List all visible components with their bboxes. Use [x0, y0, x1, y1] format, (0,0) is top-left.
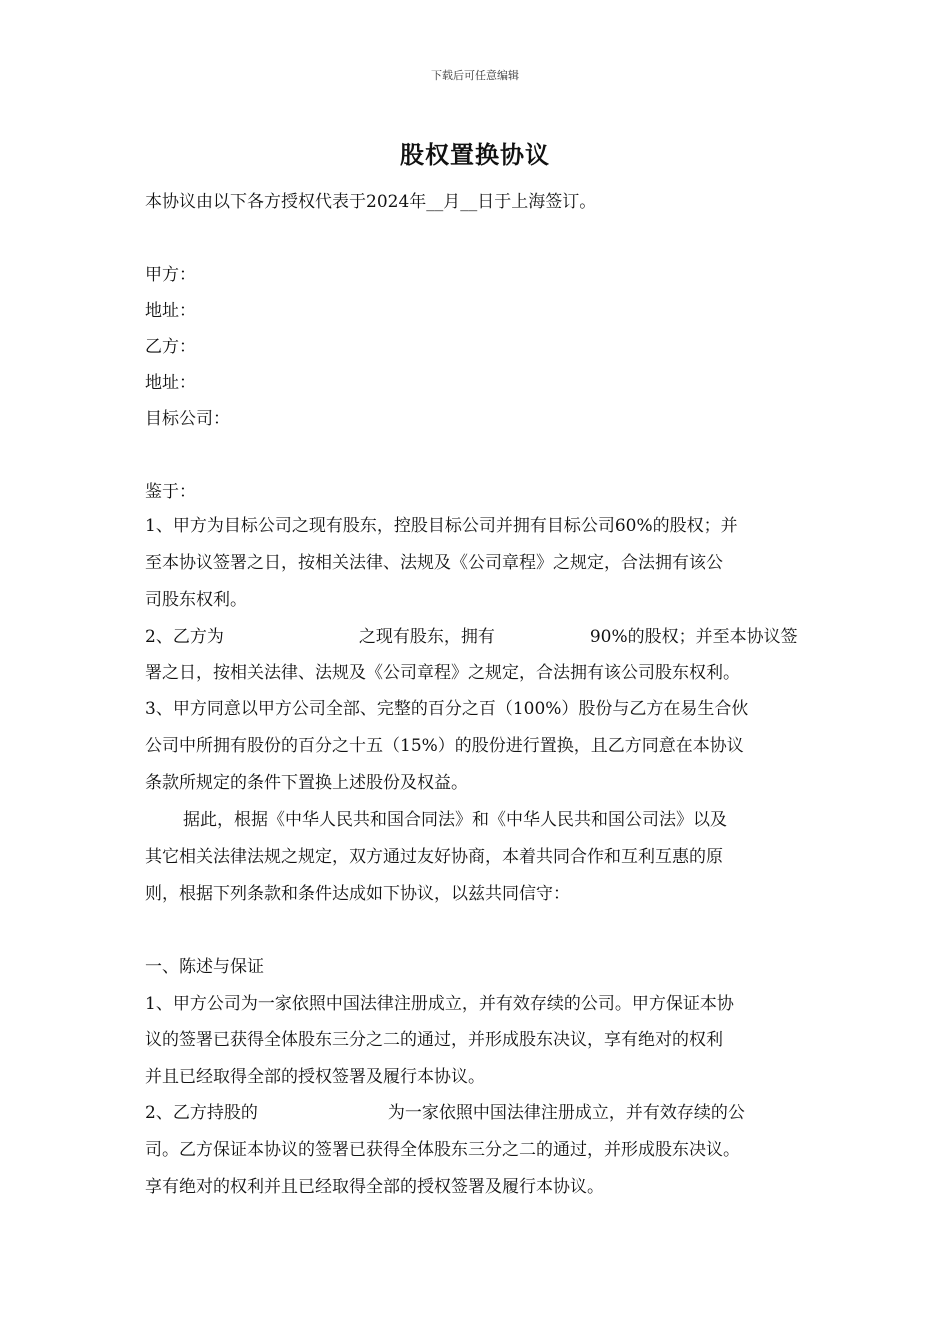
whereas-item-2-line: 署之日，按相关法律、法规及《公司章程》之规定，合法拥有该公司股东权利。 [145, 663, 740, 683]
whereas-item-3-line: 3、甲方同意以甲方公司全部、完整的百分之百（100%）股份与乙方在易生合伙 [145, 699, 749, 719]
whereas-item-2-part: 之现有股东，拥有 [358, 627, 495, 647]
document-title: 股权置换协议 [400, 140, 550, 169]
whereas-item-2-line [145, 626, 798, 648]
whereas-item-1-line: 1、甲方为目标公司之现有股东，控股目标公司并拥有目标公司60%的股权；并 [145, 516, 738, 536]
section-1-item-2-line [145, 1102, 745, 1124]
whereas-item-3-line: 条款所规定的条件下置换上述股份及权益。 [145, 773, 468, 793]
basis-paragraph-line: 其它相关法律法规之规定，双方通过友好协商，本着共同合作和互利互惠的原 [145, 847, 723, 867]
section-1-item-1-line: 并且已经取得全部的授权签署及履行本协议。 [145, 1067, 485, 1087]
whereas-item-1-line: 至本协议签署之日，按相关法律、法规及《公司章程》之规定，合法拥有该公 [145, 553, 723, 573]
intro-paragraph: 本协议由以下各方授权代表于2024年__月__日于上海签订。 [145, 192, 597, 212]
whereas-item-2-part: 2、乙方为 [145, 627, 224, 647]
section-1-item-2-line: 司。乙方保证本协议的签署已获得全体股东三分之二的通过，并形成股东决议。 [145, 1140, 740, 1160]
section-1-item-2-part: 2、乙方持股的 [145, 1103, 258, 1123]
header-note: 下载后可任意编辑 [431, 69, 519, 82]
section-1-heading: 一、陈述与保证 [145, 957, 264, 977]
party-b-label: 乙方： [145, 337, 196, 357]
section-1-item-1-line: 议的签署已获得全体股东三分之二的通过，并形成股东决议，享有绝对的权利 [145, 1030, 723, 1050]
party-a-address-label: 地址： [145, 301, 196, 321]
target-company-label: 目标公司： [145, 409, 230, 429]
whereas-item-2-part: 90%的股权；并至本协议签 [589, 627, 798, 647]
basis-paragraph-line: 则，根据下列条款和条件达成如下协议，以兹共同信守： [145, 884, 570, 904]
party-a-label: 甲方： [145, 265, 196, 285]
whereas-item-1-line: 司股东权利。 [145, 590, 247, 610]
whereas-item-3-line: 公司中所拥有股份的百分之十五（15%）的股份进行置换，且乙方同意在本协议 [145, 736, 744, 756]
whereas-heading: 鉴于： [145, 482, 196, 502]
section-1-item-2-part: 为一家依照中国法律注册成立，并有效存续的公 [387, 1103, 745, 1123]
basis-paragraph-line: 据此，根据《中华人民共和国合同法》和《中华人民共和国公司法》以及 [183, 810, 727, 830]
section-1-item-1-line: 1、甲方公司为一家依照中国法律注册成立，并有效存续的公司。甲方保证本协 [145, 994, 734, 1014]
section-1-item-2-line: 享有绝对的权利并且已经取得全部的授权签署及履行本协议。 [145, 1177, 604, 1197]
party-b-address-label: 地址： [145, 373, 196, 393]
